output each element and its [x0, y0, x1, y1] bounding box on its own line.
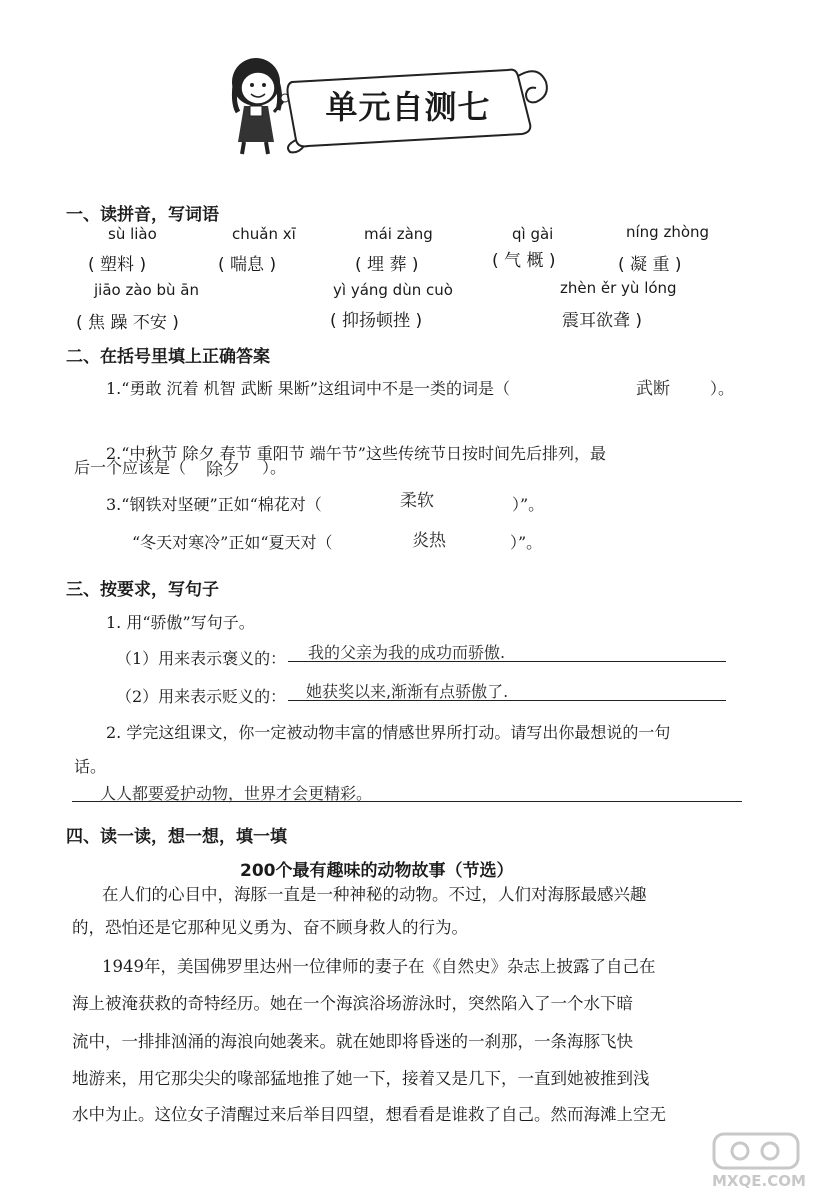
pinyin: zhèn ěr yù lóng — [560, 279, 677, 297]
pinyin: níng zhòng — [626, 223, 710, 241]
story-line: 的，恐怕还是它那种见义勇为、奋不顾身救人的行为。 — [72, 918, 468, 937]
question-text: ）”。 — [510, 533, 543, 552]
question-text: 话。 — [74, 757, 107, 776]
section-1-heading: 一、读拼音，写词语 — [66, 205, 219, 225]
handwritten-answer: 我的父亲为我的成功而骄傲. — [308, 643, 506, 662]
handwritten-answer: 人人都要爱护动物，世界才会更精彩。 — [100, 784, 373, 803]
answer-underline — [288, 700, 726, 701]
handwritten-answer: 柔软 — [400, 491, 434, 511]
question-text: 3.“钢铁对坚硬”正如“棉花对（ — [106, 495, 322, 514]
story-title: 200个最有趣味的动物故事（节选） — [240, 861, 514, 881]
pinyin: jiāo zào bù ān — [94, 281, 199, 299]
sentence-label: （1）用来表示褒义的： — [116, 649, 287, 668]
answer-box: ( 气 概 ) — [492, 251, 556, 271]
answer-box: ( 凝 重 ) — [618, 255, 682, 275]
pinyin: yì yáng dùn cuò — [333, 281, 453, 299]
handwritten-answer: 除夕 — [206, 460, 240, 480]
question-text: “冬天对寒冷”正如“夏天对（ — [132, 533, 333, 552]
question-text: 1. 用“骄傲”写句子。 — [106, 613, 255, 632]
handwritten-answer: 她获奖以来,渐渐有点骄傲了. — [306, 682, 509, 701]
story-line: 海上被淹获救的奇特经历。她在一个海滨浴场游泳时，突然陷入了一个水下暗 — [72, 994, 633, 1013]
pinyin: chuǎn xī — [232, 225, 296, 243]
handwritten-answer: 炎热 — [412, 531, 446, 551]
question-text: ）。 — [262, 458, 287, 477]
section-4-heading: 四、读一读，想一想，填一填 — [66, 827, 287, 847]
answer-box: ( 埋 葬 ) — [355, 255, 419, 275]
answer-box: ( 抑扬顿挫 ) — [330, 311, 423, 331]
story-line: 1949年，美国佛罗里达州一位律师的妻子在《自然史》杂志上披露了自己在 — [102, 957, 656, 976]
question-text: ）。 — [710, 379, 735, 398]
story-line: 水中为止。这位女子清醒过来后举目四望，想看看是谁救了自己。然而海滩上空无 — [72, 1105, 666, 1124]
question-text: 1.“勇敢 沉着 机智 武断 果断”这组词中不是一类的词是（ — [106, 379, 510, 398]
pinyin: qì gài — [512, 225, 554, 243]
section-3-heading: 三、按要求，写句子 — [66, 580, 219, 600]
answer-box: ( 喘息 ) — [218, 255, 277, 275]
section-2-heading: 二、在括号里填上正确答案 — [66, 347, 270, 367]
page-title: 单元自测七 — [325, 88, 491, 126]
pinyin: sù liào — [108, 225, 157, 243]
answer-box: ( 塑料 ) — [88, 255, 147, 275]
story-line: 流中，一排排汹涌的海浪向她袭来。就在她即将昏迷的一刹那，一条海豚飞快 — [72, 1032, 633, 1051]
pinyin: mái zàng — [364, 225, 433, 243]
question-text: 2. 学完这组课文，你一定被动物丰富的情感世界所打动。请写出你最想说的一句 — [106, 723, 671, 742]
story-line: 在人们的心目中，海豚一直是一种神秘的动物。不过，人们对海豚最感兴趣 — [102, 885, 647, 904]
question-text: 2.“中秋节 除夕 春节 重阳节 端午节”这些传统节日按时间先后排列，最 — [106, 444, 606, 463]
question-text: ）”。 — [512, 495, 545, 514]
story-line: 地游来，用它那尖尖的喙部猛地推了她一下，接着又是几下，一直到她被推到浅 — [72, 1069, 650, 1088]
sentence-label: （2）用来表示贬义的： — [116, 687, 287, 706]
answer-box: 震耳欲聋 ) — [562, 311, 643, 331]
watermark-text: MXQE.COM — [712, 1172, 806, 1190]
answer-box: ( 焦 躁 不安 ) — [76, 313, 179, 333]
handwritten-answer: 武断 — [636, 379, 670, 399]
answer-underline — [288, 661, 726, 662]
question-text: 后一个应该是（ — [74, 458, 187, 477]
answer-underline — [72, 801, 742, 802]
